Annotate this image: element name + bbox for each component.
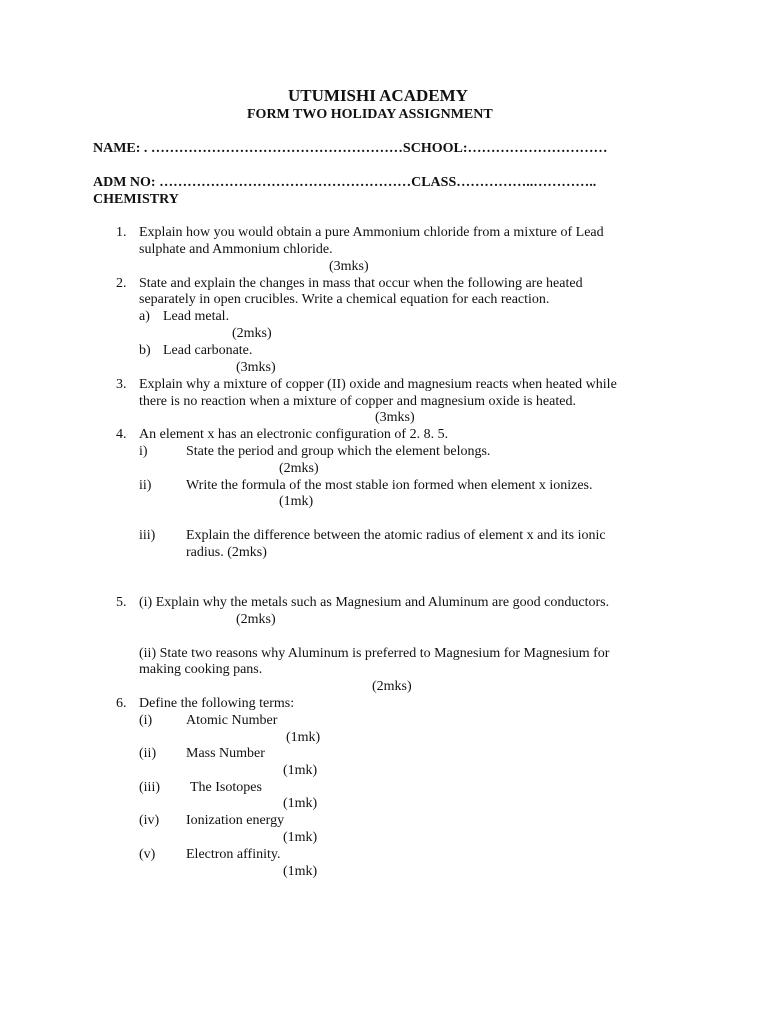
q2b-text: Lead carbonate. xyxy=(163,343,253,358)
adm-class-line: ADM NO: ………………………………………………CLASS……………..………….. xyxy=(93,175,597,190)
q5ii-line2: making cooking pans. xyxy=(139,662,263,677)
q6-item-marks: (1mk) xyxy=(286,730,321,745)
q2a-marks: (2mks) xyxy=(232,326,272,341)
school-name: UTUMISHI ACADEMY xyxy=(288,86,468,105)
q2-number: 2. xyxy=(116,276,127,291)
q2-line2: separately in open crucibles. Write a chemical equation for each reaction. xyxy=(139,292,550,307)
q4i-marks: (2mks) xyxy=(279,461,319,476)
q3-number: 3. xyxy=(116,377,127,392)
q3-line1: Explain why a mixture of copper (II) oxide and magnesium reacts when heated while xyxy=(139,377,617,392)
q6-item-label: (ii) xyxy=(139,746,157,761)
assignment-title: FORM TWO HOLIDAY ASSIGNMENT xyxy=(247,107,493,122)
q2b-label: b) xyxy=(139,343,151,358)
q4i-label: i) xyxy=(139,444,148,459)
q4ii-text: Write the formula of the most stable ion formed when element x ionizes. xyxy=(186,478,593,493)
q5ii-line1: (ii) State two reasons why Aluminum is preferred to Magnesium for Magnesium for xyxy=(139,646,610,661)
q2a-text: Lead metal. xyxy=(163,309,230,324)
q1-marks: (3mks) xyxy=(329,259,369,274)
q5i-text: (i) Explain why the metals such as Magnesium and Aluminum are good conductors. xyxy=(139,595,610,610)
q6-number: 6. xyxy=(116,696,127,711)
q1-line1: Explain how you would obtain a pure Ammonium chloride from a mixture of Lead xyxy=(139,225,604,240)
q6-item-marks: (1mk) xyxy=(283,830,318,845)
subject-heading: CHEMISTRY xyxy=(93,192,179,207)
q4-number: 4. xyxy=(116,427,127,442)
q6-item-term: Ionization energy xyxy=(186,813,285,828)
q1-line2: sulphate and Ammonium chloride. xyxy=(139,242,333,257)
q6-item-term: Electron affinity. xyxy=(186,847,281,862)
q4iii-line2: radius. (2mks) xyxy=(186,545,267,560)
q6-item-term: Atomic Number xyxy=(186,713,278,728)
q5-number: 5. xyxy=(116,595,127,610)
q1-number: 1. xyxy=(116,225,127,240)
q6-item-marks: (1mk) xyxy=(283,763,318,778)
q6-item-label: (i) xyxy=(139,713,153,728)
q4-line1: An element x has an electronic configuration of 2. 8. 5. xyxy=(139,427,449,442)
q6-item-term: The Isotopes xyxy=(190,780,262,795)
q6-item-marks: (1mk) xyxy=(283,864,318,879)
q6-item-marks: (1mk) xyxy=(283,796,318,811)
q6-item-label: (iv) xyxy=(139,813,160,828)
q6-line1: Define the following terms: xyxy=(139,696,295,711)
q4ii-marks: (1mk) xyxy=(279,494,314,509)
q5i-marks: (2mks) xyxy=(236,612,276,627)
q5ii-marks: (2mks) xyxy=(372,679,412,694)
q4ii-label: ii) xyxy=(139,478,152,493)
q2a-label: a) xyxy=(139,309,150,324)
q2b-marks: (3mks) xyxy=(236,360,276,375)
name-school-line: NAME: . ………………………………………………SCHOOL:………………………… xyxy=(93,141,608,156)
q4iii-line1: Explain the difference between the atomic radius of element x and its ionic xyxy=(186,528,606,543)
q3-line2: there is no reaction when a mixture of copper and magnesium oxide is heated. xyxy=(139,394,576,409)
q4i-text: State the period and group which the element belongs. xyxy=(186,444,491,459)
q6-item-label: (iii) xyxy=(139,780,160,795)
q2-line1: State and explain the changes in mass that occur when the following are heated xyxy=(139,276,583,291)
q6-item-label: (v) xyxy=(139,847,156,862)
q4iii-label: iii) xyxy=(139,528,156,543)
q6-item-term: Mass Number xyxy=(186,746,265,761)
q3-marks: (3mks) xyxy=(375,410,415,425)
